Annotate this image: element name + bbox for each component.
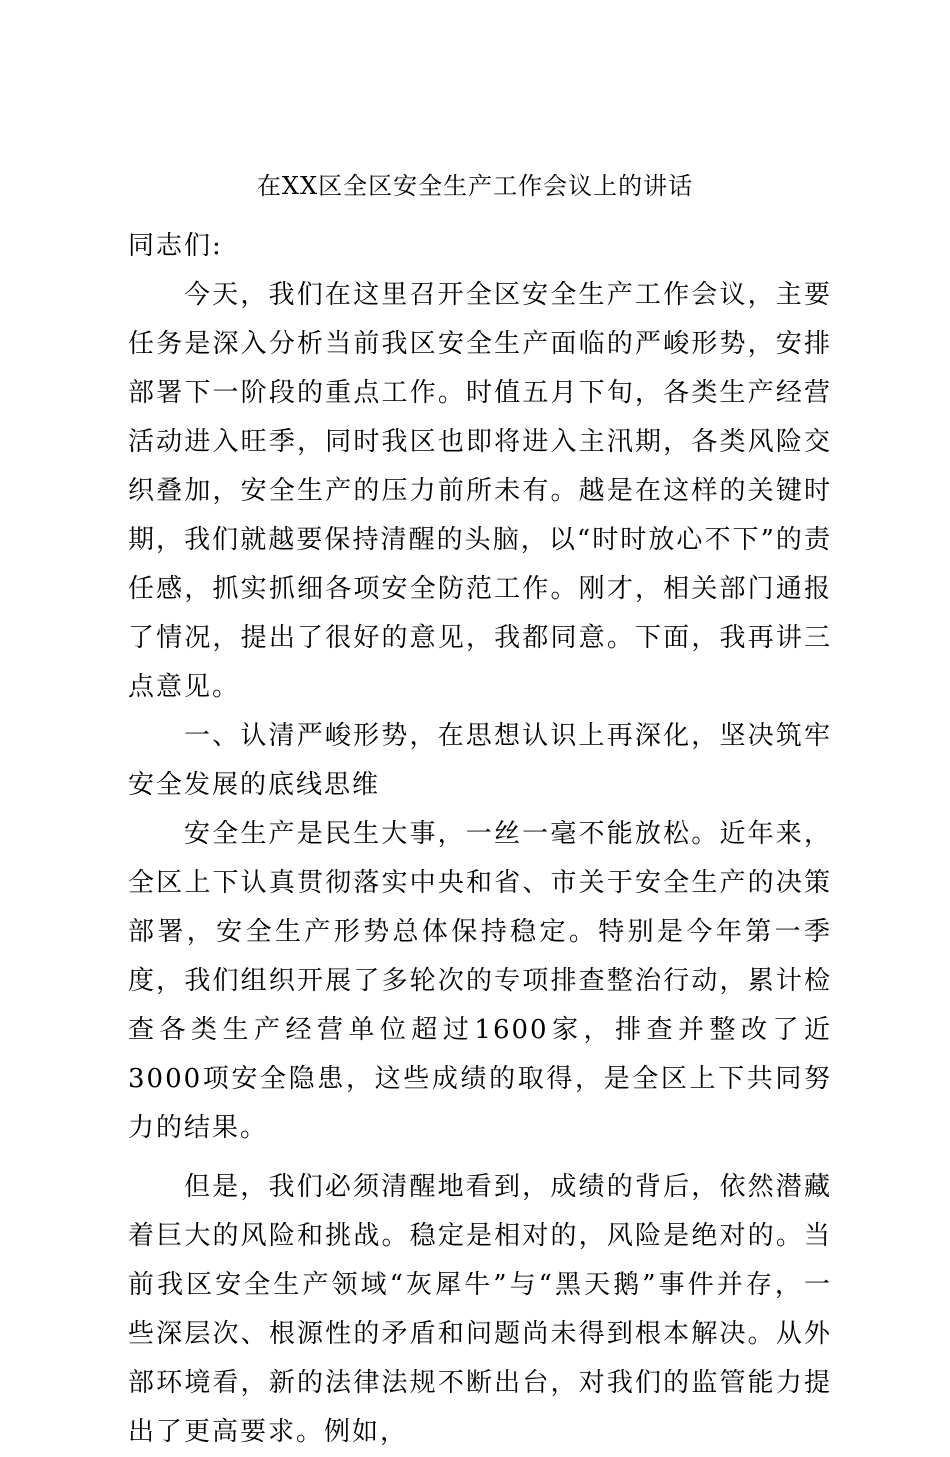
paragraph-achievements: 安全生产是民生大事，一丝一毫不能放松。近年来，全区上下认真贯彻落实中央和省、市关于安全生产的决策部署，安全生产形势总体保持稳定。特别是今年第一季度，我们组织开展了多轮次的专项排查整治行动，累计检查各类生产经营单位超过1600家，排查并整改了近3000项安全隐患，这些成绩的取得，是全区上下共同努力的结果。 [128, 819, 832, 1143]
document-body [128, 222, 832, 1457]
section-heading-1: 一、认清严峻形势，在思想认识上再深化，坚决筑牢安全发展的底线思维 [128, 721, 832, 800]
paragraph-intro: 今天，我们在这里召开全区安全生产工作会议，主要任务是深入分析当前我区安全生产面临的严峻形势，安排部署下一阶段的重点工作。时值五月下旬，各类生产经营活动进入旺季，同时我区也即将进入主汛期，各类风险交织叠加，安全生产的压力前所未有。越是在这样的关键时期，我们就越要保持清醒的头脑，以“时时放心不下”的责任感，抓实抓细各项安全防范工作。刚才，相关部门通报了情况，提出了很好的意见，我都同意。下面，我再讲三点意见。 [128, 280, 832, 702]
salutation: 同志们: [128, 231, 223, 261]
paragraph-risks: 但是，我们必须清醒地看到，成绩的背后，依然潜藏着巨大的风险和挑战。稳定是相对的，风险是绝对的。当前我区安全生产领域“灰犀牛”与“黑天鹅”事件并存，一些深层次、根源性的矛盾和问题尚未得到根本解决。从外部环境看，新的法律法规不断出台，对我们的监管能力提出了更高要求。例如， [128, 1172, 832, 1447]
document-title: 在XX区全区安全生产工作会议上的讲话 [256, 172, 694, 200]
